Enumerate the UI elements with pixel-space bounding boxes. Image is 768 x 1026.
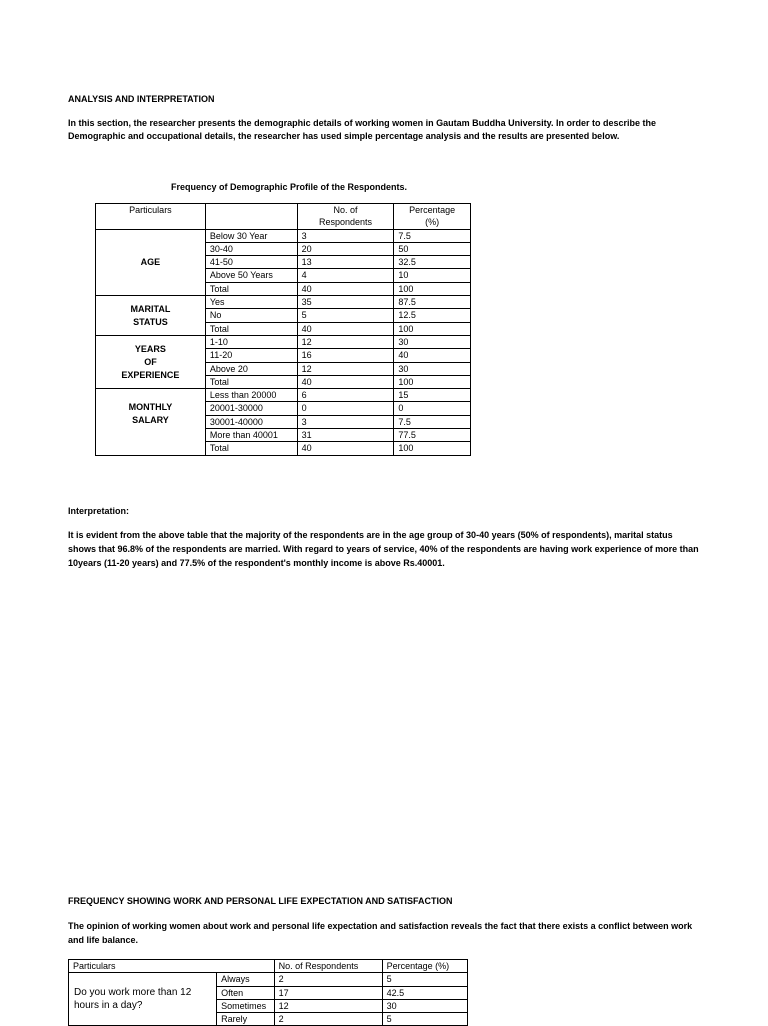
- interpretation-line-3: 10years (11-20 years) and 77.5% of the respondent's monthly income is above Rs.40001.: [68, 558, 445, 568]
- percentage-cell: 50: [394, 242, 471, 255]
- respondents-cell: 17: [274, 986, 382, 999]
- group-label-experience-line-3: EXPERIENCE: [121, 369, 180, 380]
- percentage-cell: 5: [382, 973, 467, 986]
- percentage-cell: 30: [382, 999, 467, 1012]
- category-cell: 41-50: [205, 256, 297, 269]
- percentage-cell: 7.5: [394, 415, 471, 428]
- category-cell: Total: [205, 282, 297, 295]
- respondents-cell: 35: [297, 296, 394, 309]
- section2-intro-line-1: The opinion of working women about work and personal life expectation and satisfaction reveals the fact that there exists a conflict between work: [68, 921, 693, 931]
- category-cell: No: [205, 309, 297, 322]
- section2-intro-line-2: and life balance.: [68, 935, 139, 945]
- group-label-years-of-experience: [96, 335, 206, 388]
- category-cell: Sometimes: [217, 999, 275, 1012]
- category-cell: Total: [205, 375, 297, 388]
- percentage-cell: 100: [394, 322, 471, 335]
- group-label-marital-line-1: MARITAL: [130, 303, 171, 314]
- category-cell: Less than 20000: [205, 389, 297, 402]
- header-respondents: No. of Respondents: [274, 960, 382, 973]
- respondents-cell: 40: [297, 282, 394, 295]
- percentage-cell: 5: [382, 1013, 467, 1026]
- category-cell: Total: [205, 442, 297, 455]
- respondents-cell: 0: [297, 402, 394, 415]
- header-percentage-line-1: Percentage: [409, 205, 456, 215]
- table-row: [96, 296, 471, 309]
- header-respondents: [297, 204, 394, 230]
- respondents-cell: 3: [297, 415, 394, 428]
- percentage-cell: 10: [394, 269, 471, 282]
- respondents-cell: 40: [297, 442, 394, 455]
- percentage-cell: 100: [394, 282, 471, 295]
- category-cell: 20001-30000: [205, 402, 297, 415]
- category-cell: Rarely: [217, 1013, 275, 1026]
- percentage-cell: 100: [394, 375, 471, 388]
- respondents-cell: 16: [297, 349, 394, 362]
- respondents-cell: 12: [297, 335, 394, 348]
- table-caption: Frequency of Demographic Profile of the Respondents.: [171, 182, 408, 192]
- percentage-cell: 87.5: [394, 296, 471, 309]
- table-row: [96, 389, 471, 402]
- category-cell: Below 30 Year: [205, 229, 297, 242]
- table-row: [96, 229, 471, 242]
- respondents-cell: 6: [297, 389, 394, 402]
- respondents-cell: 5: [297, 309, 394, 322]
- respondents-cell: 13: [297, 256, 394, 269]
- respondents-cell: 20: [297, 242, 394, 255]
- intro-paragraph-line-2: Demographic and occupational details, the researcher has used simple percentage analysis and the results are presented below.: [68, 131, 620, 141]
- header-particulars: Particulars: [96, 204, 206, 230]
- respondents-cell: 12: [274, 999, 382, 1012]
- interpretation-line-1: It is evident from the above table that the majority of the respondents are in the age group of 30-40 years (50% of respondents), marital status: [68, 530, 673, 540]
- question-cell: Do you work more than 12 hours in a day?: [69, 973, 217, 1026]
- table-row: [96, 335, 471, 348]
- category-cell: 11-20: [205, 349, 297, 362]
- intro-paragraph-line-1: In this section, the researcher presents the demographic details of working women in Gautam Buddha University. In order to describe the: [68, 118, 656, 128]
- category-cell: More than 40001: [205, 429, 297, 442]
- percentage-cell: 30: [394, 335, 471, 348]
- percentage-cell: 40: [394, 349, 471, 362]
- interpretation-line-2: shows that 96.8% of the respondents are married. With regard to years of service, 40% of the respondents are having work experience of more than: [68, 544, 699, 554]
- header-percentage: Percentage (%): [382, 960, 467, 973]
- respondents-cell: 2: [274, 1013, 382, 1026]
- group-label-age: AGE: [96, 229, 206, 295]
- percentage-cell: 32.5: [394, 256, 471, 269]
- category-cell: Yes: [205, 296, 297, 309]
- percentage-cell: 15: [394, 389, 471, 402]
- percentage-cell: 77.5: [394, 429, 471, 442]
- category-cell: 1-10: [205, 335, 297, 348]
- category-cell: Above 20: [205, 362, 297, 375]
- percentage-cell: 30: [394, 362, 471, 375]
- header-empty: [205, 204, 297, 230]
- percentage-cell: 12.5: [394, 309, 471, 322]
- interpretation-heading: Interpretation:: [68, 506, 130, 516]
- respondents-cell: 4: [297, 269, 394, 282]
- respondents-cell: 40: [297, 322, 394, 335]
- header-respondents-line-2: Respondents: [318, 217, 372, 228]
- header-percentage: [394, 204, 471, 230]
- respondents-cell: 12: [297, 362, 394, 375]
- section-heading-work-life: FREQUENCY SHOWING WORK AND PERSONAL LIFE EXPECTATION AND SATISFACTION: [68, 896, 453, 906]
- table-header-row: [69, 960, 468, 973]
- group-label-marital-line-2: STATUS: [133, 316, 168, 327]
- category-cell: Often: [217, 986, 275, 999]
- category-cell: Always: [217, 973, 275, 986]
- header-particulars: Particulars: [69, 960, 275, 973]
- category-cell: 30-40: [205, 242, 297, 255]
- respondents-cell: 3: [297, 229, 394, 242]
- group-label-salary-line-2: SALARY: [132, 415, 169, 426]
- group-label-monthly-salary: [96, 389, 206, 455]
- table-row: [69, 973, 468, 986]
- work-life-table: [68, 959, 468, 1026]
- respondents-cell: 40: [297, 375, 394, 388]
- percentage-cell: 42.5: [382, 986, 467, 999]
- group-label-marital-status: [96, 296, 206, 336]
- category-cell: Total: [205, 322, 297, 335]
- demographic-table: [95, 203, 471, 456]
- group-label-salary-line-1: MONTHLY: [128, 402, 173, 413]
- respondents-cell: 2: [274, 973, 382, 986]
- group-label-experience-line-2: OF: [144, 356, 157, 367]
- category-cell: 30001-40000: [205, 415, 297, 428]
- percentage-cell: 7.5: [394, 229, 471, 242]
- percentage-cell: 100: [394, 442, 471, 455]
- percentage-cell: 0: [394, 402, 471, 415]
- category-cell: Above 50 Years: [205, 269, 297, 282]
- table-header-row: [96, 204, 471, 230]
- section-heading-analysis: ANALYSIS AND INTERPRETATION: [68, 94, 215, 104]
- header-respondents-line-1: No. of: [333, 205, 358, 215]
- group-label-experience-line-1: YEARS: [134, 343, 166, 354]
- respondents-cell: 31: [297, 429, 394, 442]
- header-percentage-line-2: (%): [425, 217, 440, 228]
